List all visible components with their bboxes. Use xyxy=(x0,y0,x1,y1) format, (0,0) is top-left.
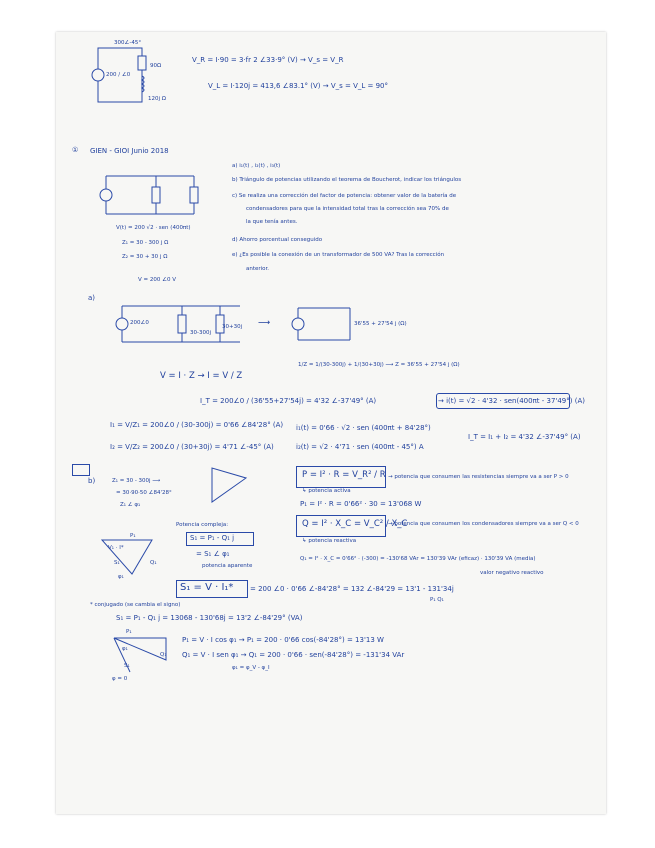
part-b-impedance-triangle xyxy=(206,464,260,506)
part-a-sum: I_T = I₁ + I₂ = 4'32 ∠-37'49° (A) xyxy=(468,433,581,441)
q-subtitle: ↳ potencia reactiva xyxy=(302,538,357,544)
q-definition: Q = I² · X_C = V_C² / X_C xyxy=(302,519,408,529)
q-value-note: valor negativo reactivo xyxy=(480,570,544,576)
top-current-label: 300∠-45° xyxy=(114,40,142,46)
s-sub: potencia aparente xyxy=(202,563,253,569)
part-a-arrow: ⟶ xyxy=(258,318,271,328)
part-b-label: b) xyxy=(88,477,96,485)
problem-part-e-line2: anterior. xyxy=(246,266,270,272)
part-b-z1c: Z₁ ∠ φ₁ xyxy=(120,502,141,508)
p-value: P₁ = I² · R = 0'66² · 30 = 13'068 W xyxy=(300,500,422,508)
part-a-i1-t: i₁(t) = 0'66 · √2 · sen (400πt + 84'28°) xyxy=(296,424,431,432)
s-big-val: = 200 ∠0 · 0'66 ∠-84'28° = 132 ∠-84'29 = 13'1 - 131'34j xyxy=(250,585,454,593)
small-tri-p: P₁ xyxy=(130,533,136,539)
problem-part-e: e) ¿Es posible la conexión de un transformador de 500 VA? Tras la corrección xyxy=(232,252,445,258)
given-z1: Z₁ = 30 - 300 j Ω xyxy=(122,240,169,246)
problem-part-c-line2: condensadores para que la intensidad total tras la corrección sea 70% de xyxy=(246,206,449,212)
tri-s: S₁ xyxy=(124,663,130,669)
part-a-src: 200∠0 xyxy=(130,320,149,326)
small-tri-vi: V₁ · I* xyxy=(108,545,124,551)
tri-p: P₁ xyxy=(126,629,132,635)
s-big: S₁ = V · I₁* xyxy=(180,582,234,593)
q1-equation: Q₁ = V · I sen φ₁ → Q₁ = 200 · 0'66 · sen(-84'28°) = -131'34 VAr xyxy=(182,651,405,659)
given-voltage: V(t) = 200 √2 · sen (400πt) xyxy=(116,225,191,231)
part-a-zeq-eq: 1/Z = 1/(30-300j) + 1/(30+30j) ⟶ Z = 36'55 + 27'54 j (Ω) xyxy=(298,362,460,368)
part-a-label: a) xyxy=(88,294,96,302)
problem-circuit-diagram xyxy=(96,172,206,218)
part-a-z2: 30+30j xyxy=(222,324,243,330)
top-eq2: V_L = I·120j = 413,6 ∠83.1° (V) → V_s = V_L = 90° xyxy=(208,82,388,90)
problem-part-b: b) Triángulo de potencias utilizando el teorema de Boucherot, indicar los triángulos xyxy=(232,177,462,183)
s-abs: = S₁ ∠ φ₁ xyxy=(196,550,230,558)
problem-part-c: c) Se realiza una corrección del factor de potencia: obtener valor de la batería de xyxy=(232,193,457,199)
s-def: S₁ = P₁ - Q₁ j xyxy=(190,534,235,542)
part-a-i2: I₂ = V/Z₂ = 200∠0 / (30+30j) = 4'71 ∠-45° (A) xyxy=(110,443,274,451)
part-b-power-triangle xyxy=(96,534,162,578)
part-a-i2-t: i₂(t) = √2 · 4'71 · sen (400πt - 45°) A xyxy=(296,443,424,451)
small-tri-s: S₁ xyxy=(114,560,120,566)
part-a-z1: 30-300j xyxy=(190,330,212,336)
tri-phi: φ₁ xyxy=(122,646,128,652)
given-z2: Z₂ = 30 + 30 j Ω xyxy=(122,254,168,260)
p-note: → potencia que consumen las resistencias siempre va a ser P > 0 xyxy=(388,474,569,480)
part-b-z1: Z₁ = 30 - 300j ⟶ xyxy=(112,478,161,484)
tri-note: φ = 0 xyxy=(112,676,128,682)
s-ri: P₁ Q₁ xyxy=(430,597,444,603)
complex-title: Potencia compleja: xyxy=(176,522,229,528)
p1-equation: P₁ = V · I cos φ₁ → P₁ = 200 · 0'66 cos(-84'28°) = 13'13 W xyxy=(182,636,384,644)
top-reactance-label: 120j Ω xyxy=(148,96,166,102)
conjugate-note: * conjugado (se cambia el signo) xyxy=(90,602,181,608)
part-a-ohm: V = I · Z → I = V / Z xyxy=(160,371,243,381)
q-value: Q₁ = I² · X_C = 0'66² · (-300) = -130'68 VAr = 130'39 VAr (eficaz) · 130'39 VA (media) xyxy=(300,556,536,562)
part-b-z1b: = 30·90·50 ∠84'28° xyxy=(116,490,172,496)
small-tri-q: Q₁ xyxy=(150,560,157,566)
problem-number: ① xyxy=(72,146,79,154)
small-tri-phi: φ₁ xyxy=(118,574,124,580)
problem-part-a: a) i₁(t) , i₂(t) , i₃(t) xyxy=(232,163,281,169)
top-resistor-label: 90Ω xyxy=(150,63,162,69)
problem-header: GIEN - GIOI Junio 2018 xyxy=(90,147,169,155)
part-a-it-t-box xyxy=(436,393,570,409)
top-eq1: V_R = I·90 = 3·fr 2 ∠33·9° (V) → V_s = V_R xyxy=(192,56,344,64)
part-a-zeq: 36'55 + 27'54 j (Ω) xyxy=(354,321,407,327)
problem-part-c-line3: la que tenía antes. xyxy=(246,219,298,225)
part-a-it: I_T = 200∠0 / (36'55+27'54j) = 4'32 ∠-37'49° (A) xyxy=(200,397,377,405)
problem-part-d: d) Ahorro porcentual conseguido xyxy=(232,237,323,243)
p-subtitle: ↳ potencia activa xyxy=(302,488,351,494)
phi-equation: φ₁ = φ_V - φ_I xyxy=(232,665,270,671)
part-a-it-t: → i(t) = √2 · 4'32 · sen(400πt - 37'49°) (A) xyxy=(438,397,585,405)
p-definition: P = I² · R = V_R² / R xyxy=(302,470,386,480)
s-cartesian: S₁ = P₁ - Q₁ j = 13068 - 130'68j = 13'2 ∠-84'29° (VA) xyxy=(116,614,303,622)
tri-q: Q₁ xyxy=(160,652,167,658)
given-phasor: V = 200 ∠0 V xyxy=(138,277,177,283)
q-note: → potencia que consumen los condensadores siempre va a ser Q < 0 xyxy=(388,521,579,527)
part-b-label-box xyxy=(72,464,90,476)
top-source-label: 200 / ∠0 xyxy=(106,72,131,78)
part-a-i1: I₁ = V/Z₁ = 200∠0 / (30-300j) = 0'66 ∠84'28° (A) xyxy=(110,421,284,429)
